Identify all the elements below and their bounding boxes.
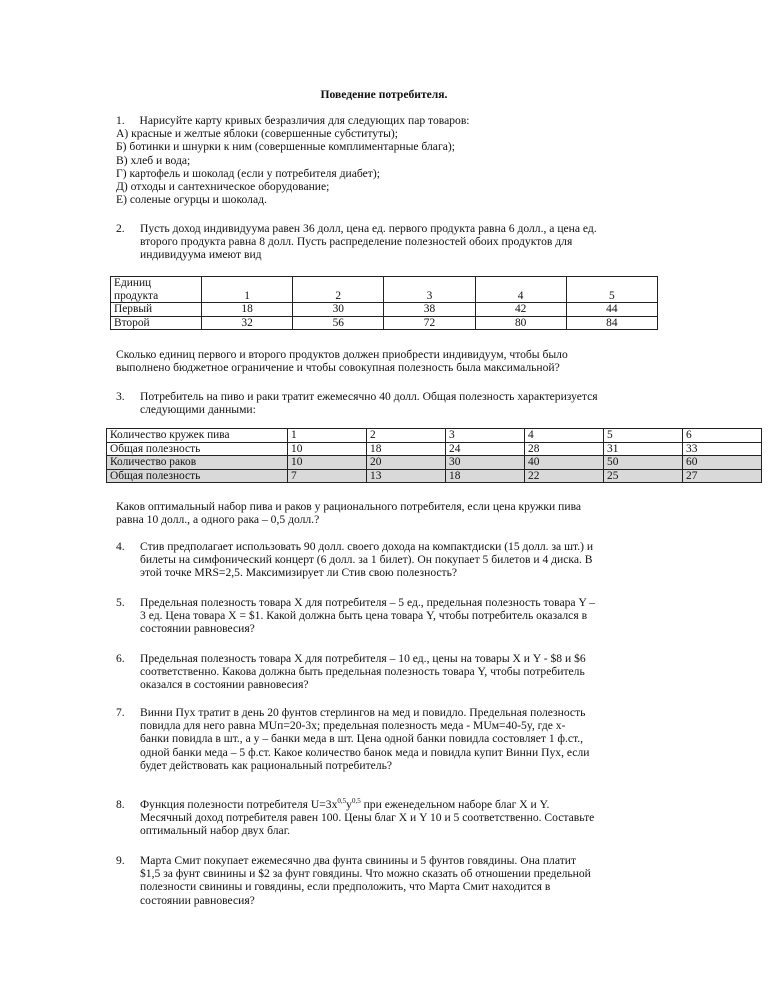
- q7-line: повидла для него равна MUп=20-3х; предельная полезность меда - MUм=40-5y, где х-: [140, 719, 566, 733]
- q3-line: Потребитель на пиво и раки тратит ежемесячно 40 долл. Общая полезность характеризуется: [140, 390, 598, 403]
- q9-line: полезности свинины и говядины, если предположить, что Марта Смит находится в: [140, 880, 551, 894]
- table-cell: 18: [446, 469, 525, 483]
- table-cell: 25: [604, 469, 683, 483]
- table-cell: 33: [683, 442, 762, 456]
- question-5-number: 5.: [116, 596, 125, 609]
- q4-line: Стив предполагает использовать 90 долл. своего дохода на компактдиски (15 долл. за шт.) и: [140, 540, 594, 553]
- table-cell: 56: [293, 316, 384, 330]
- q7-line: банки повидла в шт., а у – банки меда в шт. Цена одной банки повидла состовляет 1 ф.ст.,: [140, 732, 584, 746]
- q5-line: состоянии равновесия?: [140, 622, 255, 636]
- table-cell: 7: [288, 469, 367, 483]
- question-7-number: 7.: [116, 706, 125, 719]
- table-cell: Количество кружек пива: [107, 429, 288, 443]
- q7-line: одной банки меда – 5 ф.ст. Какое количество банок меда и повидла купит Винни Пух, если: [140, 745, 590, 759]
- question-4-number: 4.: [116, 540, 125, 553]
- question-6-number: 6.: [116, 652, 125, 665]
- table-cell: 18: [367, 442, 446, 456]
- table-cell: 40: [525, 456, 604, 470]
- q8-exponent: 0,5: [351, 797, 361, 806]
- table-header-cell: [111, 277, 202, 303]
- question-2: [140, 222, 680, 262]
- question-8-number: 8.: [116, 798, 125, 811]
- q1-item: Д) отходы и сантехническое оборудование;: [116, 180, 330, 194]
- q8-line: оптимальный набор двух благ.: [140, 824, 291, 838]
- table-cell: 24: [446, 442, 525, 456]
- table-cell: Общая полезность: [107, 469, 288, 483]
- table-cell: 28: [525, 442, 604, 456]
- table-cell: Второй: [111, 316, 202, 330]
- question-8: [140, 798, 680, 838]
- question-9: [140, 854, 680, 907]
- table-row: [107, 469, 762, 483]
- table-cell: 1: [288, 429, 367, 443]
- q6-line: Предельная полезность товара X для потребителя – 10 ед., цены на товары X и Y - $8 и $6: [140, 652, 586, 665]
- header-label: Единиц: [114, 277, 152, 289]
- header-label: продукта: [114, 289, 159, 302]
- q8-line: Месячный доход потребителя равен 100. Цены благ X и Y 10 и 5 соответственно. Составьте: [140, 811, 595, 825]
- q6-line: оказался в состоянии равновесия?: [140, 678, 309, 692]
- q3-after-line: Каков оптимальный набор пива и раков у рационального потребителя, если цена кружки пива: [116, 500, 582, 513]
- q8-line: [140, 798, 680, 811]
- q1-item: А) красные и желтые яблоки (совершенные субституты);: [116, 127, 399, 141]
- table-row: [111, 277, 658, 303]
- question-1: [116, 114, 676, 206]
- table-cell: 5: [566, 277, 657, 303]
- question-3: [140, 390, 680, 416]
- table-cell: 30: [446, 456, 525, 470]
- table-cell: 31: [604, 442, 683, 456]
- table-cell: 22: [525, 469, 604, 483]
- table-cell: 10: [288, 456, 367, 470]
- question-1-number: 1.: [116, 114, 125, 127]
- q4-line: билеты на симфонический концерт (6 долл. за 1 билет). Он покупает 5 билетов и 4 диска. В: [140, 553, 593, 567]
- table-row: [107, 442, 762, 456]
- q3-after-line: равна 10 долл., а одного рака – 0,5 долл.?: [116, 513, 320, 527]
- table-cell: 72: [384, 316, 475, 330]
- table-cell: 3: [384, 277, 475, 303]
- q7-line: будет действовать как рациональный потребитель?: [140, 758, 393, 772]
- table-cell: 42: [475, 303, 566, 317]
- table-cell: 6: [683, 429, 762, 443]
- q1-item: Г) картофель и шоколад (если у потребителя диабет);: [116, 166, 380, 180]
- q8-text: Функция полезности потребителя U=3x: [140, 798, 338, 811]
- question-7: [140, 706, 680, 772]
- question-1-heading: [116, 114, 676, 127]
- table-cell: 84: [566, 316, 657, 330]
- table-row: [107, 429, 762, 443]
- q7-line: Винни Пух тратит в день 20 фунтов стерлингов на мед и повидло. Предельная полезность: [140, 706, 586, 719]
- q9-line: Марта Смит покупает ежемесячно два фунта свинины и 5 фунтов говядины. Она платит: [140, 854, 577, 867]
- q6-line: соответственно. Какова должна быть предельная полезность товара Y, чтобы потребитель: [140, 665, 585, 679]
- q2-line: Пусть доход индивидуума равен 36 долл, цена ед. первого продукта равна 6 долл., а цена ед.: [140, 222, 597, 235]
- table-cell: 2: [367, 429, 446, 443]
- table-cell: 30: [293, 303, 384, 317]
- question-3-number: 3.: [116, 390, 125, 403]
- table-cell: 20: [367, 456, 446, 470]
- table-cell: 50: [604, 456, 683, 470]
- utility-table-products: [110, 276, 658, 330]
- table-cell: 3: [446, 429, 525, 443]
- q1-item: Е) соленые огурцы и шоколад.: [116, 193, 267, 207]
- table-cell: Первый: [111, 303, 202, 317]
- q8-exponent: 0,5: [337, 797, 347, 806]
- question-2-followup: [116, 348, 676, 374]
- table-cell: 60: [683, 456, 762, 470]
- table-cell: 32: [202, 316, 293, 330]
- table-row: [111, 303, 658, 317]
- question-3-followup: [116, 500, 676, 526]
- table-cell: 27: [683, 469, 762, 483]
- q2-after-line: выполнено бюджетное ограничение и чтобы совокупная полезность была максимальной?: [116, 361, 560, 375]
- table-cell: 44: [566, 303, 657, 317]
- table-row: [111, 316, 658, 330]
- q4-line: этой точке MRS=2,5. Максимизирует ли Стив свою полезность?: [140, 566, 458, 580]
- question-4: [140, 540, 680, 580]
- table-cell: 2: [293, 277, 384, 303]
- table-cell: 4: [525, 429, 604, 443]
- q1-item: В) хлеб и вода;: [116, 153, 191, 167]
- beer-crayfish-table: [106, 428, 762, 483]
- question-6: [140, 652, 680, 692]
- question-2-number: 2.: [116, 222, 125, 235]
- q9-line: $1,5 за фунт свинины и $2 за фунт говядины. Что можно сказать об отношении предельной: [140, 867, 591, 881]
- question-1-text: Нарисуйте карту кривых безразличия для следующих пар товаров:: [139, 114, 470, 127]
- q2-line: индивидуума имеют вид: [140, 248, 262, 262]
- table-cell: 80: [475, 316, 566, 330]
- table-cell: 18: [202, 303, 293, 317]
- table-cell: 10: [288, 442, 367, 456]
- q8-text: y: [346, 798, 352, 811]
- table-cell: 5: [604, 429, 683, 443]
- q5-line: Предельная полезность товара X для потребителя – 5 ед., предельная полезность товара Y –: [140, 596, 596, 609]
- q8-text: при еженедельном наборе благ X и Y.: [360, 798, 550, 811]
- table-cell: Количество раков: [107, 456, 288, 470]
- table-cell: 1: [202, 277, 293, 303]
- page-title: Поведение потребителя.: [320, 88, 448, 101]
- q2-after-line: Сколько единиц первого и второго продуктов должен приобрести индивидуум, чтобы было: [116, 348, 568, 361]
- table-row: [107, 456, 762, 470]
- table-cell: Общая полезность: [107, 442, 288, 456]
- q5-line: 3 ед. Цена товара X = $1. Какой должна быть цена товара Y, чтобы потребитель оказался в: [140, 609, 588, 623]
- table-cell: 4: [475, 277, 566, 303]
- question-9-number: 9.: [116, 854, 125, 867]
- q2-line: второго продукта равна 8 долл. Пусть распределение полезностей обоих продуктов для: [140, 235, 573, 249]
- q3-line: следующими данными:: [140, 403, 256, 417]
- table-cell: 13: [367, 469, 446, 483]
- q1-item: Б) ботинки и шнурки к ним (совершенные комплиментарные блага);: [116, 140, 455, 154]
- question-5: [140, 596, 680, 636]
- table-cell: 38: [384, 303, 475, 317]
- q9-line: состоянии равновесия?: [140, 893, 255, 907]
